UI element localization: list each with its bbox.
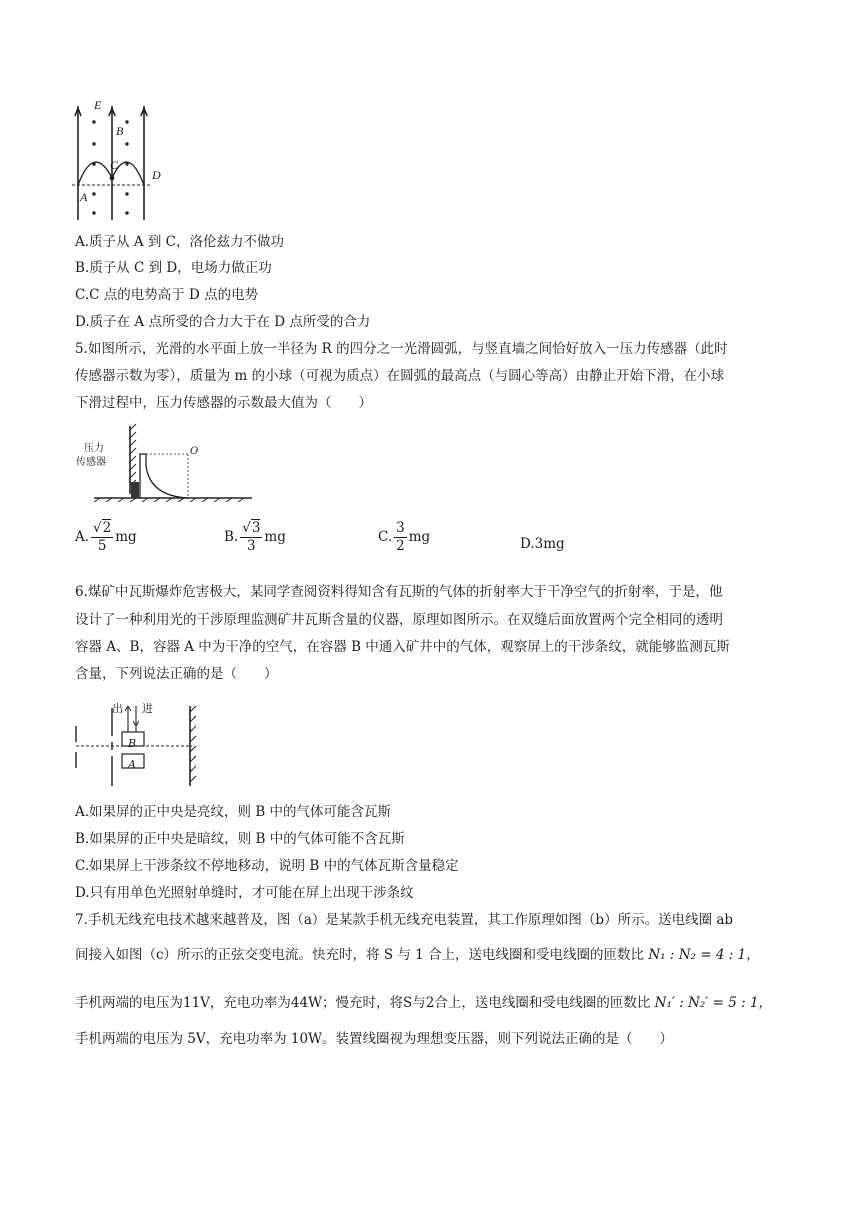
- q6-fig-label-a: A: [128, 758, 136, 771]
- q5-option-c-unit: mg: [408, 529, 431, 545]
- q6-option-b: B.如果屏的正中央是暗纹，则 B 中的气体可能不含瓦斯: [75, 831, 405, 847]
- q5-option-b-prefix: B.: [224, 529, 239, 545]
- q4-option-b: B.质子从 C 到 D，电场力做正功: [75, 260, 272, 276]
- q6-option-c: C.如果屏上干涉条纹不停地移动，说明 B 中的气体瓦斯含量稳定: [75, 858, 459, 874]
- q6-option-a: A.如果屏的正中央是亮纹，则 B 中的气体可能含瓦斯: [75, 804, 392, 820]
- q5-fig-label-pressure: 压力: [84, 443, 104, 454]
- q6-stem-line1: 6.煤矿中瓦斯爆炸危害极大，某同学查阅资料得知含有瓦斯的气体的折射率大于干净空气的折射率，于是，他: [75, 584, 723, 600]
- q5-option-a-fraction: $\frac{√2}{5}$: [93, 520, 112, 554]
- fig4-label-d: D: [152, 168, 161, 182]
- q5-option-a-num: 2: [102, 520, 112, 536]
- q5-option-b-fraction: $\frac{√3}{3}$: [242, 520, 261, 554]
- q5-option-c-den: 2: [396, 538, 405, 554]
- q6-stem-line4: 含量，下列说法正确的是（ ）: [75, 666, 278, 682]
- q7-stem-line2: [75, 945, 760, 965]
- q4-option-c: C.C 点的电势高于 D 点的电势: [75, 287, 259, 303]
- q5-option-b-num: 3: [251, 520, 261, 536]
- fig4-label-a: A: [80, 190, 88, 204]
- fig4-label-b: B: [116, 124, 124, 138]
- q5-option-c-num: 3: [396, 520, 405, 536]
- q7-ratio-slow: N₁′ : N₂′ = 5 : 1，: [654, 995, 773, 1011]
- fig4-label-e: E: [94, 98, 102, 112]
- q6-option-d: D.只有用单色光照射单缝时，才可能在屏上出现干涉条纹: [75, 885, 414, 901]
- q5-option-b: [224, 520, 286, 555]
- q5-stem-line3: 下滑过程中，压力传感器的示数最大值为（ ）: [75, 395, 372, 411]
- q7-stem-line3: [75, 993, 772, 1013]
- q7-stem-line3-text: 手机两端的电压为11V，充电功率为44W；慢充时，将S与2合上，送电线圈和受电线圈的匝数比: [75, 995, 651, 1011]
- q4-option-d: D.质子在 A 点所受的合力大于在 D 点所受的合力: [75, 314, 371, 330]
- q5-stem-line1: 5.如图所示，光滑的水平面上放一半径为 R 的四分之一光滑圆弧，与竖直墙之间恰好放入一压力传感器（此时: [75, 341, 728, 357]
- q5-stem-line2: 传感器示数为零），质量为 m 的小球（可视为质点）在圆弧的最高点（与圆心等高）由静止开始下滑，在小球: [75, 368, 725, 384]
- q6-fig-label-b: B: [128, 737, 137, 750]
- q6-stem-line3: 容器 A、B，容器 A 中为干净的空气，在容器 B 中通入矿井中的气体，观察屏上的干涉条纹，就能够监测瓦斯: [75, 639, 730, 655]
- q5-option-c: [378, 520, 430, 555]
- fig4-label-c: C: [110, 158, 119, 172]
- q5-option-c-prefix: C.: [378, 529, 393, 545]
- q5-fig-label-sensor: 传感器: [76, 457, 106, 468]
- q6-fig-label-in: 进: [142, 702, 153, 715]
- q7-stem-line2-text: 间接入如图（c）所示的正弦交变电流。快充时，将 S 与 1 合上，送电线圈和受电线圈的匝数比: [75, 947, 645, 963]
- q5-option-c-fraction: [394, 520, 407, 555]
- q6-stem-line2: 设计了一种利用光的干涉原理监测矿井瓦斯含量的仪器，原理如图所示。在双缝后面放置两个完全相同的透明: [75, 612, 723, 628]
- q5-option-a-prefix: A.: [75, 529, 90, 545]
- q5-fig-label-o: O: [190, 446, 199, 457]
- q5-option-a-den: 5: [97, 538, 107, 554]
- q5-option-b-den: 3: [247, 538, 256, 554]
- q6-fig-label-out: 出: [112, 702, 123, 715]
- q5-option-a: [75, 520, 137, 555]
- q7-ratio-fast: N₁ : N₂ = 4 : 1，: [648, 947, 760, 963]
- q5-option-b-unit: mg: [264, 529, 286, 545]
- q7-stem-line1: 7.手机无线充电技术越来越普及，图（a）是某款手机无线充电装置，其工作原理如图（b）所示。送电线圈 ab: [75, 912, 734, 928]
- q5-option-d: D.3mg: [520, 536, 565, 552]
- q4-option-a: A.质子从 A 到 C，洛伦兹力不做功: [75, 234, 284, 250]
- q5-option-a-unit: mg: [115, 529, 137, 545]
- q7-stem-line4: 手机两端的电压为 5V，充电功率为 10W。装置线圈视为理想变压器，则下列说法正确的是（ ）: [75, 1031, 673, 1047]
